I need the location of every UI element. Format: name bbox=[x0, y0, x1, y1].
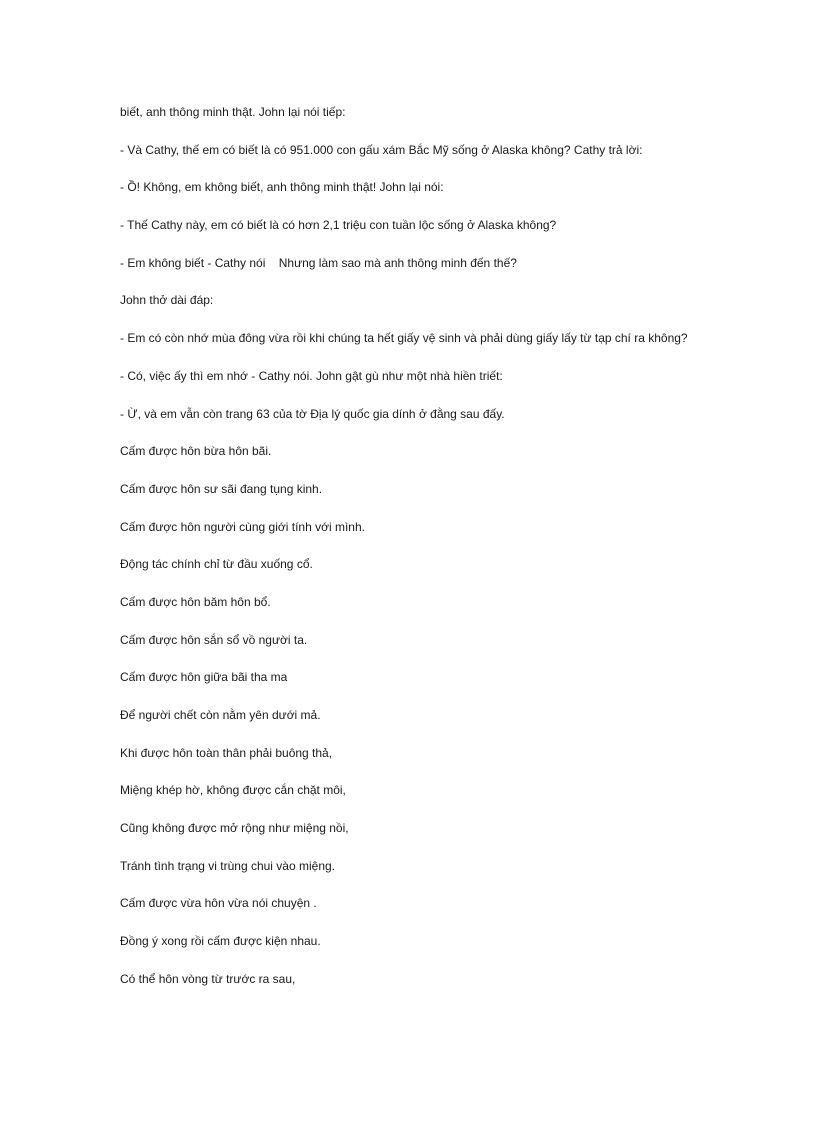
document-body bbox=[120, 104, 760, 1009]
text-line: Cấm được hôn giữa bãi tha ma bbox=[120, 670, 288, 685]
text-line: Để người chết còn nằm yên dưới mả. bbox=[120, 708, 321, 722]
text-line: Cấm được hôn sư sãi đang tụng kinh. bbox=[120, 481, 323, 496]
text-line: Tránh tình trạng vi trùng chui vào miệng. bbox=[120, 858, 336, 873]
text-line: - Ồ! Không, em không biết, anh thông minh thật! John lại nói: bbox=[120, 180, 444, 195]
text-line: - Có, việc ấy thì em nhớ - Cathy nói. John gật gù như một nhà hiền triết: bbox=[120, 368, 503, 383]
text-line: - Em không biết - Cathy nói Nhưng làm sao mà anh thông minh đến thế? bbox=[120, 255, 517, 270]
text-line: Cấm được vừa hôn vừa nói chuyện . bbox=[120, 896, 317, 911]
text-line: - Ừ, và em vẫn còn trang 63 của tờ Địa lý quốc gia dính ở đằng sau đấy. bbox=[120, 406, 505, 421]
text-line: Cấm được hôn sắn sổ vồ người ta. bbox=[120, 632, 308, 647]
text-line: Khi được hôn toàn thân phải buông thả, bbox=[120, 745, 333, 760]
text-line: John thở dài đáp: bbox=[120, 293, 214, 308]
text-line: - Và Cathy, thế em có biết là có 951.000 con gấu xám Bắc Mỹ sống ở Alaska không? Cathy trả lời: bbox=[120, 142, 643, 157]
text-line: biết, anh thông minh thật. John lại nói tiếp: bbox=[120, 105, 346, 119]
text-line: - Thế Cathy này, em có biết là có hơn 2,1 triệu con tuần lộc sống ở Alaska không? bbox=[120, 218, 557, 233]
text-line: Cấm được hôn băm hôn bổ. bbox=[120, 594, 271, 609]
text-line: Đồng ý xong rồi cấm được kiện nhau. bbox=[120, 934, 321, 949]
text-line: - Em có còn nhớ mùa đông vừa rồi khi chúng ta hết giấy vệ sinh và phải dùng giấy lấy từ tạp chí ra không? bbox=[120, 331, 688, 346]
text-line: Cũng không được mở rộng như miệng nồi, bbox=[120, 821, 349, 836]
text-line: Cấm được hôn người cùng giới tính với mình. bbox=[120, 519, 365, 534]
text-line: Có thể hôn vòng từ trước ra sau, bbox=[120, 971, 296, 986]
text-line: Miệng khép hờ, không được cắn chặt môi, bbox=[120, 783, 346, 798]
text-line: Cấm được hôn bừa hôn bãi. bbox=[120, 444, 272, 459]
text-line: Động tác chính chỉ từ đầu xuống cổ. bbox=[120, 557, 313, 572]
